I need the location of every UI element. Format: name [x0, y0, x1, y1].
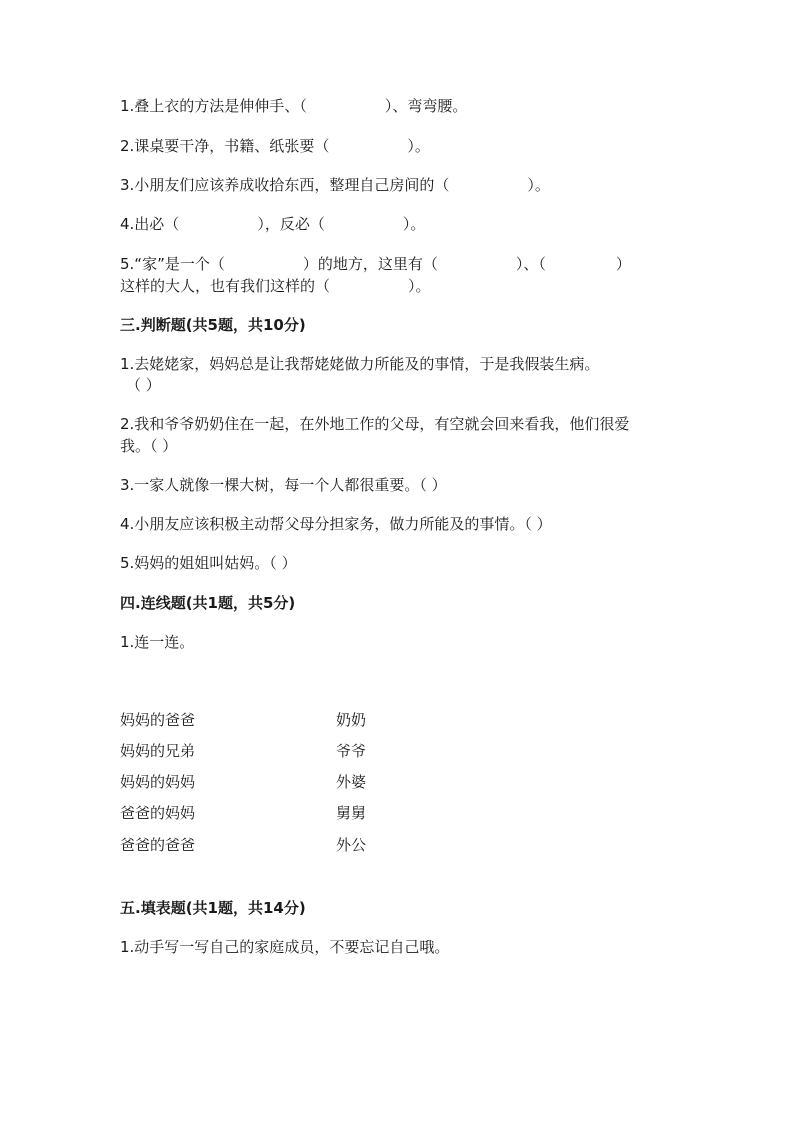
fill-q5-c: ）、（ [515, 255, 546, 273]
fill-q4-before: 4.出必（ [120, 215, 180, 233]
judge-q1-answer-paren[interactable]: （ ） [126, 376, 161, 394]
fill-q2-before: 2.课桌要干净，书籍、纸张要（ [120, 137, 330, 155]
match-section-title: 四.连线题(共1题，共5分) [120, 594, 296, 612]
match-right-item[interactable]: 奶奶 [336, 711, 367, 729]
fill-question-4 [120, 214, 425, 234]
fill-q5-d: ） [615, 255, 631, 273]
match-right-item[interactable]: 爷爷 [336, 742, 367, 760]
fill-q1-before: 1.叠上衣的方法是伸伸手、（ [120, 97, 307, 115]
match-right-item[interactable]: 外婆 [336, 773, 367, 791]
match-left-item[interactable]: 爸爸的爸爸 [120, 836, 196, 854]
judge-question-2-line-2[interactable]: 我。（ ） [120, 437, 178, 455]
judge-question-2-line-1: 2.我和爷爷奶奶住在一起，在外地工作的父母，有空就会回来看我，他们很爱 [120, 415, 630, 433]
fill-q1-after: ）、弯弯腰。 [384, 97, 468, 115]
worksheet-page [120, 0, 680, 1123]
fill-q4-after: ）。 [402, 215, 426, 233]
match-right-item[interactable]: 舅舅 [336, 804, 367, 822]
match-left-item[interactable]: 妈妈的兄弟 [120, 742, 196, 760]
fill-q5-b: ）的地方，这里有（ [302, 255, 438, 273]
fill-q5-line2-b: ）。 [408, 277, 431, 295]
fill-question-2 [120, 136, 430, 156]
table-section-title: 五.填表题(共1题，共14分) [120, 899, 306, 917]
judge-question-3[interactable]: 3.一家人就像一棵大树，每一个人都很重要。（ ） [120, 476, 447, 494]
fill-q3-after: ）。 [527, 176, 550, 194]
fill-question-5-line-1 [120, 254, 631, 274]
match-left-item[interactable]: 妈妈的妈妈 [120, 773, 196, 791]
judge-question-1: 1.去姥姥家，妈妈总是让我帮姥姥做力所能及的事情，于是我假装生病。 [120, 355, 600, 373]
fill-q4-middle: ），反必（ [257, 215, 325, 233]
judge-question-4[interactable]: 4.小朋友应该积极主动帮父母分担家务，做力所能及的事情。（ ） [120, 515, 552, 533]
fill-question-3 [120, 175, 550, 195]
table-prompt: 1.动手写一写自己的家庭成员，不要忘记自己哦。 [120, 938, 450, 956]
fill-q5-a: 5.“家”是一个（ [120, 255, 225, 273]
judge-question-5[interactable]: 5.妈妈的姐姐叫姑妈。（ ） [120, 554, 297, 572]
fill-question-5-line-2 [120, 276, 431, 296]
fill-q3-before: 3.小朋友们应该养成收拾东西，整理自己房间的（ [120, 176, 450, 194]
match-left-item[interactable]: 爸爸的妈妈 [120, 804, 196, 822]
judge-section-title: 三.判断题(共5题，共10分) [120, 316, 306, 334]
match-prompt: 1.连一连。 [120, 633, 195, 651]
fill-question-1 [120, 96, 467, 116]
match-right-item[interactable]: 外公 [336, 836, 367, 854]
fill-q5-line2-a: 这样的大人，也有我们这样的（ [120, 277, 331, 295]
fill-q2-after: ）。 [407, 137, 430, 155]
match-left-item[interactable]: 妈妈的爸爸 [120, 711, 196, 729]
